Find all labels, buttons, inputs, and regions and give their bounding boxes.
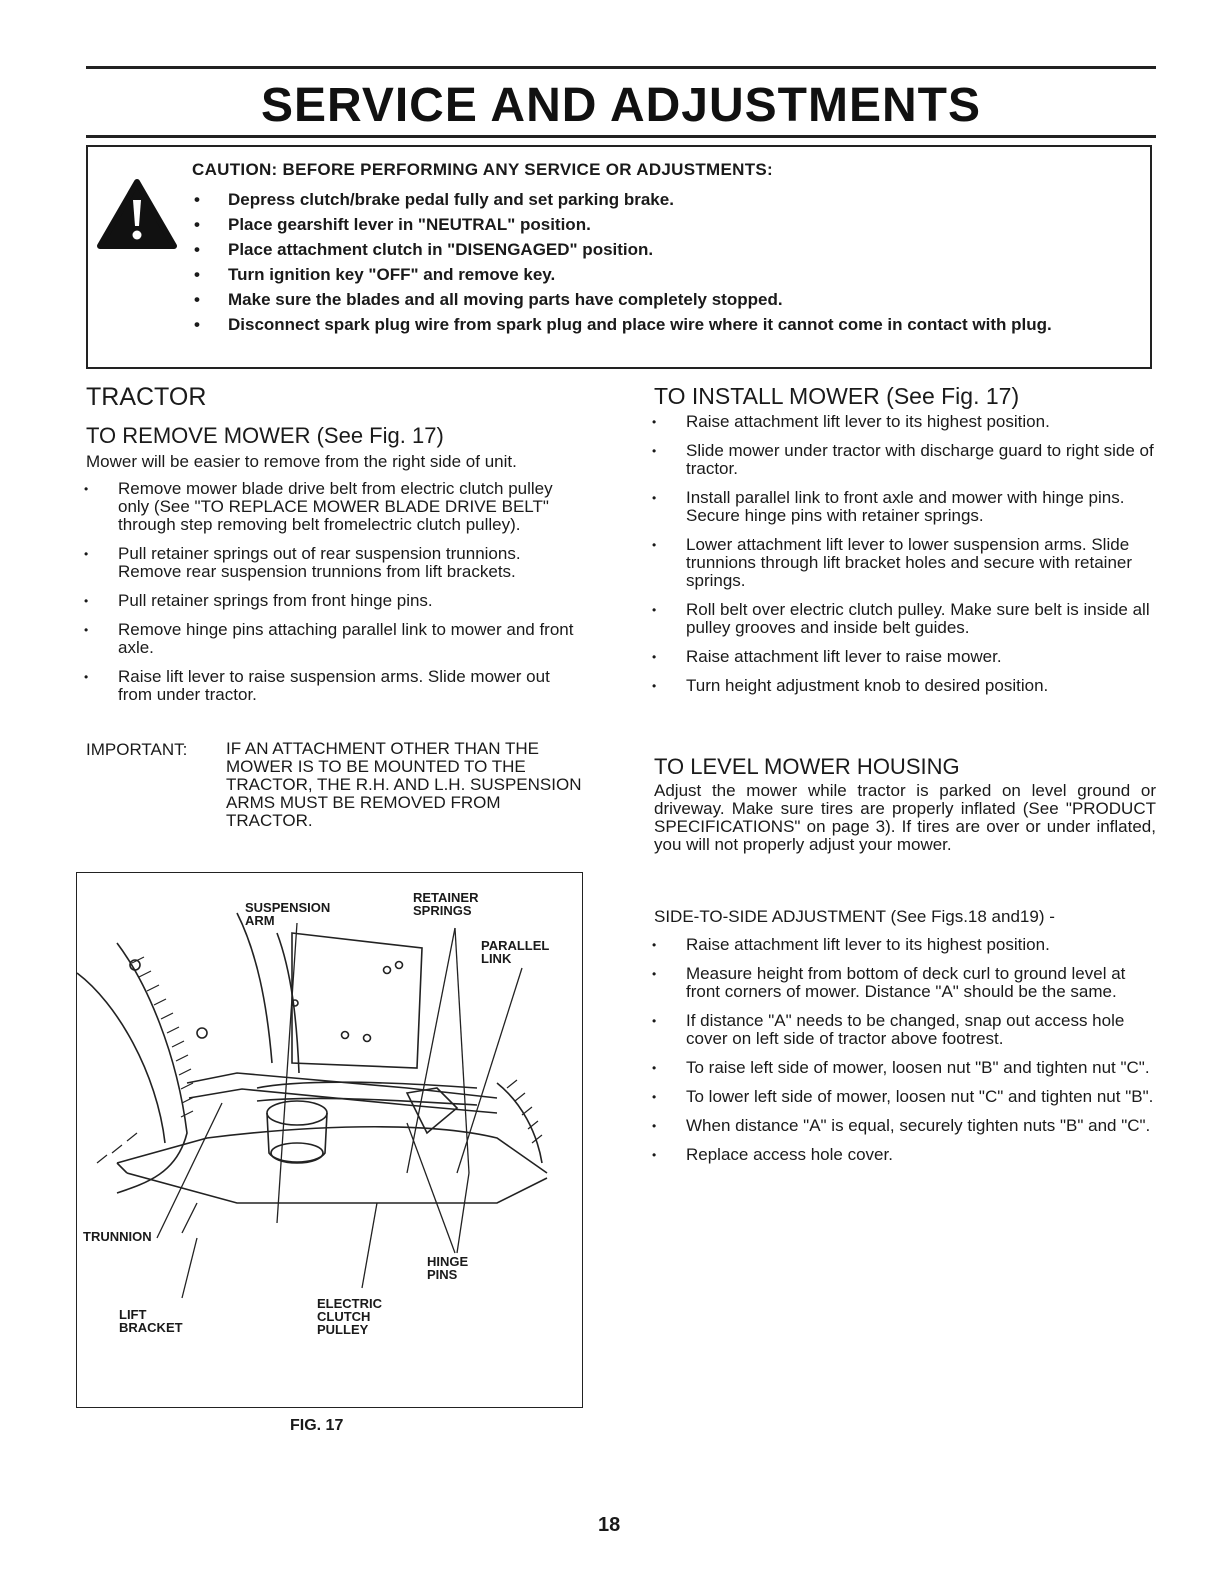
caution-item: • Depress clutch/brake pedal fully and set parking brake. [192,191,1142,209]
label-hinge-pins: HINGE PINS [427,1254,469,1282]
label-retainer-springs: RETAINER SPRINGS [413,890,479,918]
list-item: • Raise attachment lift lever to its highest position. [650,936,1160,954]
list-item: • When distance "A" is equal, securely tighten nuts "B" and "C". [650,1117,1160,1135]
list-item: • Lower attachment lift lever to lower suspension arms. Slide trunnions through lift bracket holes and secure with retainer springs. [650,536,1160,590]
label-trunnion: TRUNNION [83,1229,152,1244]
list-item: • Install parallel link to front axle and mower with hinge pins. Secure hinge pins with retainer springs. [650,489,1160,525]
list-item: • Turn height adjustment knob to desired position. [650,677,1160,695]
title-rule [86,135,1156,138]
list-item: • Pull retainer springs out of rear suspension trunnions. Remove rear suspension trunnions from lift brackets. [82,545,588,581]
caution-item: • Disconnect spark plug wire from spark plug and place wire where it cannot come in contact with plug. [192,316,1142,334]
list-item: • Raise attachment lift lever to raise mower. [650,648,1160,666]
level-steps-list [650,936,1160,1175]
caution-list [192,191,1142,341]
install-mower-heading: TO INSTALL MOWER (See Fig. 17) [654,383,1020,409]
list-item: • Remove mower blade drive belt from electric clutch pulley only (See "TO REPLACE MOWER BLADE DRIVE BELT" through step removing belt fromelectric clutch pulley). [82,480,588,534]
figure-caption: FIG. 17 [290,1417,344,1434]
page-title: SERVICE AND ADJUSTMENTS [261,79,981,132]
caution-item: • Turn ignition key "OFF" and remove key. [192,266,1142,284]
install-steps-list [650,413,1160,706]
page-number: 18 [598,1514,621,1536]
list-item: • Raise lift lever to raise suspension arms. Slide mower out from under tractor. [82,668,588,704]
top-rule [86,66,1156,69]
label-electric-clutch-pulley: ELECTRIC CLUTCH PULLEY [317,1296,382,1337]
list-item: • Raise attachment lift lever to its highest position. [650,413,1160,431]
remove-mower-heading: TO REMOVE MOWER (See Fig. 17) [86,423,444,448]
list-item: • If distance "A" needs to be changed, snap out access hole cover on left side of tractor above footrest. [650,1012,1160,1048]
label-lift-bracket: LIFT BRACKET [119,1307,183,1335]
list-item: • Remove hinge pins attaching parallel link to mower and front axle. [82,621,588,657]
warning-triangle-icon [96,178,178,250]
label-parallel-link: PARALLEL LINK [481,938,550,966]
caution-item: • Place attachment clutch in "DISENGAGED" position. [192,241,1142,259]
important-text: IF AN ATTACHMENT OTHER THAN THE MOWER IS TO BE MOUNTED TO THE TRACTOR, THE R.H. AND L.H. SUSPENSION ARMS MUST BE REMOVED FROM TRACTOR. [226,739,582,830]
remove-intro: Mower will be easier to remove from the right side of unit. [86,452,517,471]
caution-item: • Place gearshift lever in "NEUTRAL" position. [192,216,1142,234]
side-to-side-heading: SIDE-TO-SIDE ADJUSTMENT (See Figs.18 and19) - [654,907,1055,926]
list-item: • Measure height from bottom of deck curl to ground level at front corners of mower. Distance "A" should be the same. [650,965,1160,1001]
caution-item: • Make sure the blades and all moving parts have completely stopped. [192,291,1142,309]
label-suspension-arm: SUSPENSION ARM [245,900,331,928]
list-item: • Roll belt over electric clutch pulley. Make sure belt is inside all pulley grooves and inside belt guides. [650,601,1160,637]
level-mower-heading: TO LEVEL MOWER HOUSING [654,754,960,779]
list-item: • Pull retainer springs from front hinge pins. [82,592,588,610]
important-label: IMPORTANT: [86,740,188,759]
caution-heading: CAUTION: BEFORE PERFORMING ANY SERVICE OR ADJUSTMENTS: [192,160,774,179]
list-item: • Replace access hole cover. [650,1146,1160,1164]
level-intro: Adjust the mower while tractor is parked on level ground or driveway. Make sure tires are properly inflated (See "PRODUCT SPECIFICATIONS" on page 3). If tires are over or under inflated, you will not properly adjust your mower. [654,781,1156,854]
remove-steps-list [82,480,588,715]
list-item: • Slide mower under tractor with discharge guard to right side of tractor. [650,442,1160,478]
section-title-tractor: TRACTOR [86,383,207,411]
list-item: • To lower left side of mower, loosen nut "C" and tighten nut "B". [650,1088,1160,1106]
list-item: • To raise left side of mower, loosen nut "B" and tighten nut "C". [650,1059,1160,1077]
figure-17 [76,872,583,1408]
